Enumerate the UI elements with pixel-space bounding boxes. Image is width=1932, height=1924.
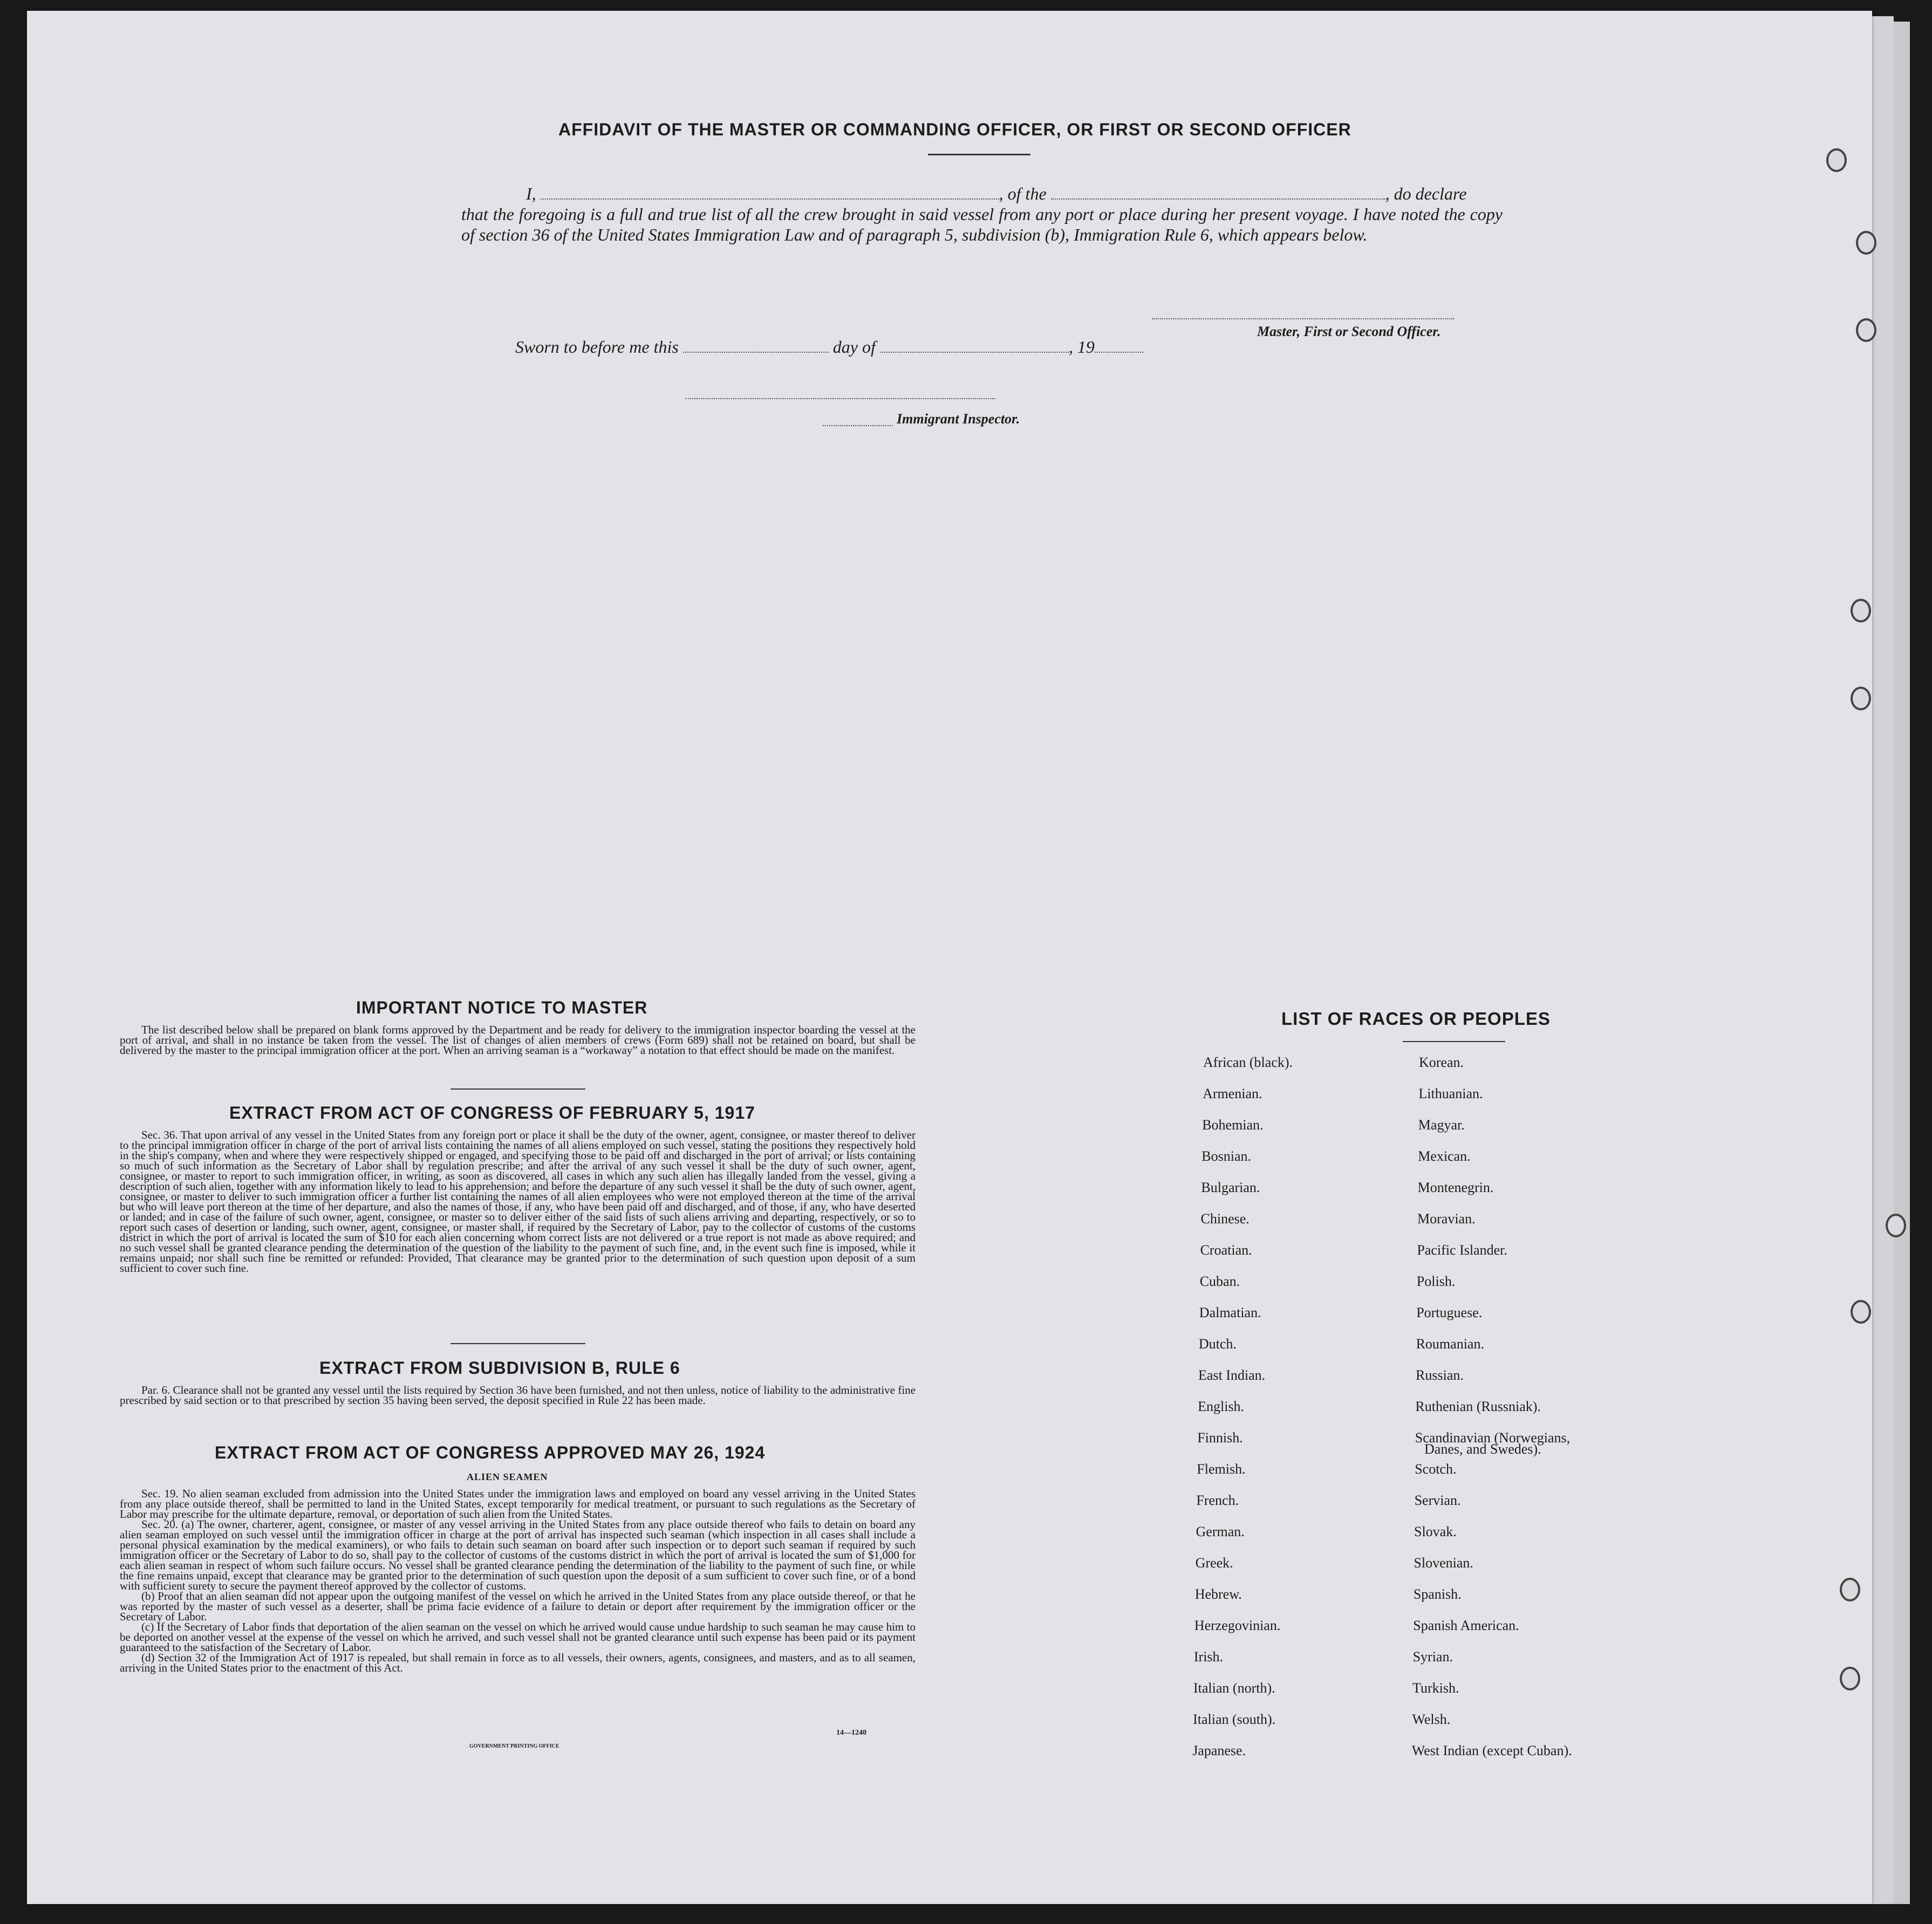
race-item: African (black). (1203, 1055, 1293, 1070)
race-item: Greek. (1195, 1555, 1233, 1571)
punch-hole (1886, 1214, 1906, 1237)
race-item: Ruthenian (Russniak). (1415, 1399, 1541, 1414)
title-divider (928, 154, 1030, 155)
race-item: Bosnian. (1201, 1148, 1252, 1164)
master-caption: Master, First or Second Officer. (1257, 324, 1441, 339)
race-item: German. (1196, 1524, 1245, 1539)
race-continuation: Danes, and Swedes). (1424, 1441, 1541, 1457)
punch-hole (1856, 318, 1876, 342)
race-item: Moravian. (1417, 1211, 1476, 1227)
race-item: Pacific Islander. (1417, 1242, 1507, 1258)
race-item: French. (1196, 1492, 1239, 1508)
race-item: Magyar. (1418, 1117, 1465, 1133)
extract-rule6-text: Par. 6. Clearance shall not be granted any vessel until the lists required by Section 36 have been furnished, and not then unless, notice of liability to the administrative fine prescribed by said section or to that prescribed by section 35 having been served, the deposit specified in Rule 22 has been made. (120, 1384, 916, 1407)
affidavit-body (461, 183, 1503, 245)
vessel-field[interactable] (1051, 187, 1385, 200)
divider (450, 1088, 585, 1090)
race-item: Dalmatian. (1199, 1305, 1261, 1320)
form-number: 14—1240 (836, 1729, 866, 1737)
extract-1917-title: EXTRACT FROM ACT OF CONGRESS OF FEBRUARY 5, 1917 (229, 1103, 755, 1122)
declaration-text: that the foregoing is a full and true list of all the crew brought in said vessel from any port or place during her present voyage. I have noted the copy of section 36 of the United States Immigration Law and of paragraph 5, subdivision (b), Immigration Rule 6, which appears below. (461, 204, 1503, 244)
race-item: Finnish. (1197, 1430, 1243, 1446)
race-item: Chinese. (1200, 1211, 1250, 1227)
punch-hole (1851, 687, 1871, 710)
sec-20a-paragraph: Sec. 20. (a) The owner, charterer, agent, consignee, or master of any vessel arriving in the United States from any place outside thereof who fails to detain on board any alien seaman employed on such vessel until the immigration officer in charge at the port of arrival has inspected such seaman (which inspection in all cases shall include a personal physical examination by the medical examiners), or who fails to detain such seaman on board after such inspection or to deport such seaman if required by such immigration officer or the Secretary of Labor to do so, shall pay to the collector of customs of the customs district in which the port of arrival is located the sum of $1,000 for each alien seaman in respect of whom such failure occurs. No vessel shall be granted clearance pending the determination of the liability to the payment of such fine, or while the fine remains unpaid, except that clearance may be granted prior to the determination of such question upon the deposit of a sum sufficient to cover such fine, or of a bond with sufficient surety to secure the payment thereof approved by the collector of customs. (120, 1518, 916, 1592)
punch-hole (1840, 1667, 1860, 1690)
race-item: West Indian (except Cuban). (1411, 1743, 1572, 1758)
race-item: Turkish. (1412, 1680, 1459, 1696)
year-prefix: , 19 (1068, 337, 1095, 357)
extract-1917-text: Sec. 36. That upon arrival of any vessel in the United States from any foreign port or place it shall be the duty of the owner, agent, consignee, or master thereof to deliver to the principal immigration officer in charge of the port of arrival lists containing the names of all aliens employed on such vessel, stating the positions they respectively hold in the ship's company, when and where they were respectively shipped or engaged, and specifying those to be paid off and discharged in the port of arrival; or lists containing so much of such information as the Secretary of Labor shall by regulation prescribe; and after the arrival of any such vessel it shall be the duty of such owner, agent, consignee, or master to report to such immigration officer, in writing, as soon as discovered, all cases in which any such alien has illegally landed from the vessel, giving a description of such alien, together with any information likely to lead to his apprehension; and before the departure of any such vessel it shall be the duty of such owner, agent, consignee, or master to deliver to such immigration officer a further list containing the names of all alien employees who were not employed thereon at the time of the arrival but who will leave port thereon at the time of her departure, and also the names of those, if any, who have been paid off and discharged, and of those, if any, who have deserted or landed; and in case of the failure of such owner, agent, consignee, or master so to deliver either of the said lists of such aliens arriving and departing, respectively, or so to report such cases of desertion or landing, such owner, agent, consignee, or master shall, if required by the Secretary of Labor, pay to the collector of customs of the customs district in which the port of arrival is located the sum of $10 for each alien concerning whom correct lists are not delivered or a true report is not made as above required; and no such vessel shall be granted clearance pending the determination of the question of the liability to the payment of such fine, and, in the event such fine is imposed, while it remains unpaid; nor shall such fine be remitted or refunded: Provided, That clearance may be granted prior to the determination of such question upon deposit of a sum sufficient to cover such fine. (120, 1128, 916, 1275)
race-item: Irish. (1193, 1649, 1224, 1665)
affidavit-title: AFFIDAVIT OF THE MASTER OR COMMANDING OFFICER, OR FIRST OR SECOND OFFICER (558, 120, 1351, 139)
race-item: Scotch. (1415, 1461, 1457, 1477)
day-of-label: day of (832, 337, 876, 357)
notice-title: IMPORTANT NOTICE TO MASTER (356, 998, 648, 1017)
race-item: Spanish. (1413, 1586, 1462, 1602)
race-item: Slovenian. (1414, 1555, 1473, 1571)
race-item: Montenegrin. (1417, 1180, 1494, 1195)
race-item: Armenian. (1203, 1086, 1262, 1101)
inspector-signature-line[interactable] (685, 398, 995, 399)
race-item: Cuban. (1199, 1273, 1240, 1289)
extract-rule6-title: EXTRACT FROM SUBDIVISION B, RULE 6 (319, 1358, 680, 1378)
race-item: Dutch. (1198, 1336, 1237, 1352)
race-item: Bohemian. (1202, 1117, 1264, 1133)
inspector-caption: Immigrant Inspector. (897, 411, 1020, 427)
race-item: Russian. (1416, 1367, 1464, 1383)
extract-1924-text (120, 1489, 916, 1673)
race-item: Servian. (1414, 1492, 1461, 1508)
punch-hole (1826, 148, 1847, 172)
race-item: Italian (south). (1193, 1711, 1276, 1727)
inspector-prefix-line[interactable] (823, 425, 893, 426)
race-item: Korean. (1419, 1055, 1464, 1070)
race-item: Welsh. (1412, 1711, 1451, 1727)
sworn-year-field[interactable] (1095, 340, 1143, 353)
of-the-label: , of the (999, 184, 1047, 203)
race-item: Roumanian. (1416, 1336, 1484, 1352)
race-item: Herzegovinian. (1194, 1618, 1281, 1633)
sec-20b-paragraph: (b) Proof that an alien seaman did not appear upon the outgoing manifest of the vessel on which he arrived in the United States from any place outside thereof, or that he was reported by the master of such vessel as a deserter, shall be prima facie evidence of a failure to detain or deport after requirement by the immigration officer or the Secretary of Labor. (120, 1590, 916, 1623)
sworn-month-field[interactable] (880, 340, 1069, 353)
race-item: Slovak. (1414, 1524, 1457, 1539)
alien-seamen-subtitle: ALIEN SEAMEN (467, 1471, 548, 1482)
race-item: Scandinavian (Norwegians, (1415, 1430, 1571, 1446)
sworn-day-field[interactable] (683, 340, 829, 353)
races-divider (1403, 1041, 1505, 1042)
race-item: Hebrew. (1194, 1586, 1242, 1602)
race-item: Bulgarian. (1201, 1180, 1260, 1195)
divider (450, 1343, 585, 1344)
race-item: Lithuanian. (1418, 1086, 1483, 1101)
punch-hole (1851, 599, 1871, 622)
name-field[interactable] (541, 187, 999, 200)
punch-hole (1856, 231, 1876, 255)
extract-1924-title: EXTRACT FROM ACT OF CONGRESS APPROVED MAY 26, 1924 (215, 1443, 766, 1462)
do-declare-label: , do declare (1385, 184, 1467, 203)
races-title: LIST OF RACES OR PEOPLES (1281, 1009, 1551, 1029)
master-signature-line[interactable] (1152, 318, 1454, 319)
notice-text: The list described below shall be prepared on blank forms approved by the Department and be ready for delivery to the immigration inspector boarding the vessel at the port of arrival, and shall in no instance be taken from the vessel. The list of changes of alien members of crews (Form 689) shall not be retained on board, but shall be delivered by the master to the principal immigration officer at the port. When an arriving seaman is a “workaway” a notation to that effect should be made on the manifest. (120, 1023, 916, 1057)
race-item: Mexican. (1418, 1148, 1471, 1164)
race-item: Italian (north). (1193, 1680, 1275, 1696)
sec-20d-paragraph: (d) Section 32 of the Immigration Act of 1917 is repealed, but shall remain in force as to all vessels, their owners, agents, consignees, and masters, and as to all seamen, arriving in the United States prior to the enactment of this Act. (120, 1651, 916, 1674)
race-item: Japanese. (1192, 1743, 1246, 1758)
sworn-label: Sworn to before me this (515, 337, 679, 357)
punch-hole (1840, 1578, 1860, 1601)
race-item: East Indian. (1198, 1367, 1266, 1383)
punch-hole (1851, 1300, 1871, 1324)
race-item: English. (1198, 1399, 1245, 1414)
printer-imprint: GOVERNMENT PRINTING OFFICE (469, 1743, 559, 1749)
race-item: Spanish American. (1413, 1618, 1519, 1633)
sec-19-paragraph: Sec. 19. No alien seaman excluded from admission into the United States under the immigration laws and employed on board any vessel arriving in the United States from any place outside thereof, shall be permitted to land in the United States, except temporarily for medical treatment, or pursuant to such regulations as the Secretary of Labor may prescribe for the ultimate departure, removal, or deportation of such alien from the United States. (120, 1487, 916, 1521)
sworn-line (515, 337, 1143, 357)
i-label: I, (526, 184, 536, 203)
race-item: Flemish. (1197, 1461, 1246, 1477)
race-item: Polish. (1416, 1273, 1456, 1289)
race-item: Portuguese. (1416, 1305, 1483, 1320)
sec-20c-paragraph: (c) If the Secretary of Labor finds that deportation of the alien seaman on the vessel on which he arrived would cause undue hardship to such seaman he may cause him to be deported on another vessel at the expense of the vessel on which he arrived, and such vessel shall not be granted clearance until such expense has been paid or its payment guaranteed to the satisfaction of the Secretary of Labor. (120, 1620, 916, 1654)
race-item: Syrian. (1412, 1649, 1453, 1665)
race-item: Croatian. (1200, 1242, 1252, 1258)
